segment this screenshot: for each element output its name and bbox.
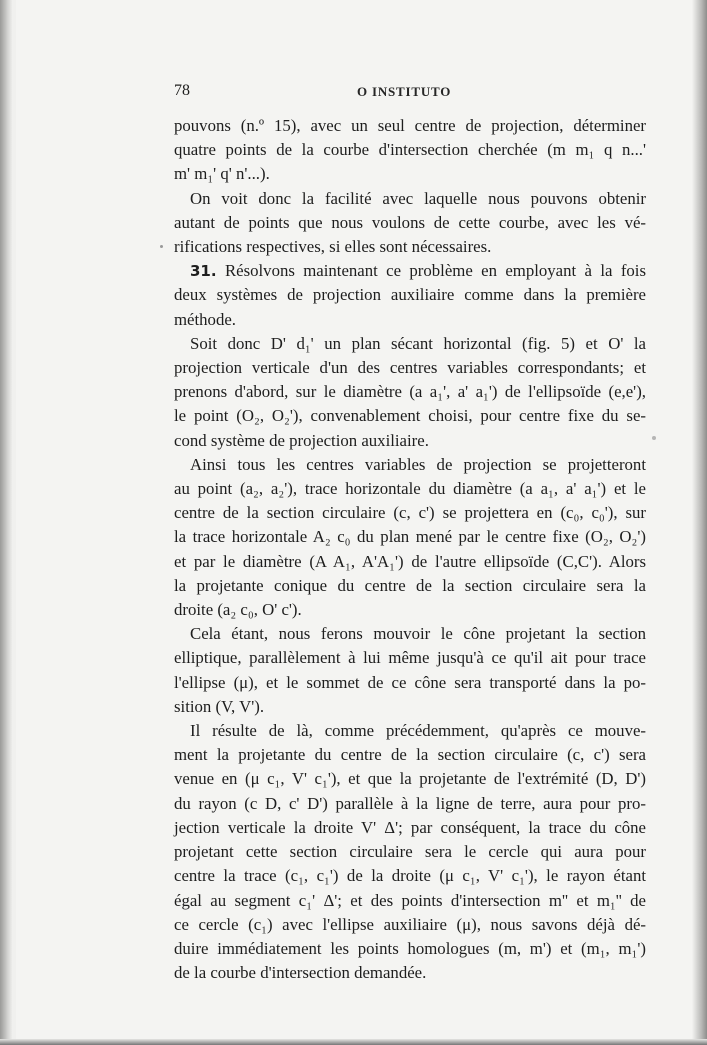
paragraph xyxy=(174,259,646,332)
text-line: venue en (μ c₁, V' c₁'), et que la projetante de l'extrémité (D, D') xyxy=(174,769,646,789)
text-line: On voit donc la facilité avec laquelle nous pouvons obtenir xyxy=(190,188,646,208)
body-text xyxy=(174,114,646,985)
text-fragment: Résolvons maintenant ce problème en employant à la fois xyxy=(224,261,646,281)
page-number: 78 xyxy=(174,82,190,99)
page-bottom-shadow xyxy=(0,1039,707,1045)
text-line: droite (a₂ c₀, O' c'). xyxy=(174,600,302,620)
text-line: centre la trace (c₁, c₁') de la droite (μ c₁, V' c₁'), le rayon étant xyxy=(174,866,646,886)
paragraph xyxy=(174,622,646,719)
text-line: sition (V, V'). xyxy=(174,696,265,716)
text-line: de la courbe d'intersection demandée. xyxy=(174,963,427,983)
paragraph xyxy=(174,114,646,187)
text-line: la projetante conique du centre de la section circulaire sera la xyxy=(174,575,646,595)
text-line: centre de la section circulaire (c, c') se projettera en (c₀, c₀'), sur xyxy=(174,503,646,523)
text-line: Ainsi tous les centres variables de projection se projetteront xyxy=(190,454,646,474)
text-line: projection verticale d'un des centres variables correspondants; et xyxy=(174,358,646,378)
text-line: Cela étant, nous ferons mouvoir le cône projetant la section xyxy=(190,624,646,644)
text-line: quatre points de la courbe d'intersection cherchée (m m₁ q n...' xyxy=(174,140,646,160)
paragraph xyxy=(174,719,646,985)
paragraph xyxy=(174,453,646,622)
text-line: méthode. xyxy=(174,309,236,329)
text-line: deux systèmes de projection auxiliaire comme dans la première xyxy=(174,285,646,305)
text-line: et par le diamètre (A A₁, A'A₁') de l'autre ellipsoïde (C,C'). Alors xyxy=(174,551,646,571)
ink-speck xyxy=(160,245,163,248)
text-line: Il résulte de là, comme précédemment, qu'après ce mouve- xyxy=(190,721,646,741)
paragraph xyxy=(174,332,646,453)
section-line xyxy=(174,259,646,283)
text-line: Soit donc D' d₁' un plan sécant horizontal (fig. 5) et O' la xyxy=(190,333,646,353)
page-left-edge xyxy=(0,0,12,1045)
text-line: la trace horizontale A₂ c₀ du plan mené par le centre fixe (O₂, O₂') xyxy=(174,527,646,547)
text-line: duire immédiatement les points homologues (m, m') et (m₁, m₁') xyxy=(174,938,646,958)
ink-speck xyxy=(652,436,656,440)
text-line: autant de points que nous voulons de cette courbe, avec les vé- xyxy=(174,212,646,232)
text-line: ment la projetante du centre de la section circulaire (c, c') sera xyxy=(174,745,646,765)
text-line: rifications respectives, si elles sont nécessaires. xyxy=(174,237,492,257)
text-line: jection verticale la droite V' Δ'; par conséquent, la trace du cône xyxy=(174,817,646,837)
section-number: 31. xyxy=(190,262,217,281)
text-line: ce cercle (c₁) avec l'ellipse auxiliaire (μ), nous savons déjà dé- xyxy=(174,914,646,934)
text-line: cond système de projection auxiliaire. xyxy=(174,430,429,450)
text-line: prenons d'abord, sur le diamètre (a a₁', a' a₁') de l'ellipsoïde (e,e'), xyxy=(174,382,646,402)
page-header xyxy=(174,82,646,104)
paragraph xyxy=(174,187,646,260)
text-line: projetant cette section circulaire sera le cercle qui aura pour xyxy=(174,842,646,862)
text-line: égal au segment c₁' Δ'; et des points d'intersection m'' et m₁'' de xyxy=(174,890,646,910)
running-title: O INSTITUTO xyxy=(357,84,452,99)
text-line: m' m₁' q' n'...). xyxy=(174,164,270,184)
text-line: l'ellipse (μ), et le sommet de ce cône sera transporté dans la po- xyxy=(174,672,646,692)
text-line: pouvons (n.º 15), avec un seul centre de projection, déterminer xyxy=(174,116,646,135)
text-line: elliptique, parallèlement à lui même jusqu'à ce qu'il ait pour trace xyxy=(174,648,646,668)
text-line: du rayon (c D, c' D') parallèle à la ligne de terre, aura pour pro- xyxy=(174,793,646,813)
page-right-shadow xyxy=(693,0,707,1045)
text-line: au point (a₂, a₂'), trace horizontale du diamètre (a a₁, a' a₁') et le xyxy=(174,479,646,499)
text-line: le point (O₂, O₂'), convenablement choisi, pour centre fixe du se- xyxy=(174,406,646,426)
